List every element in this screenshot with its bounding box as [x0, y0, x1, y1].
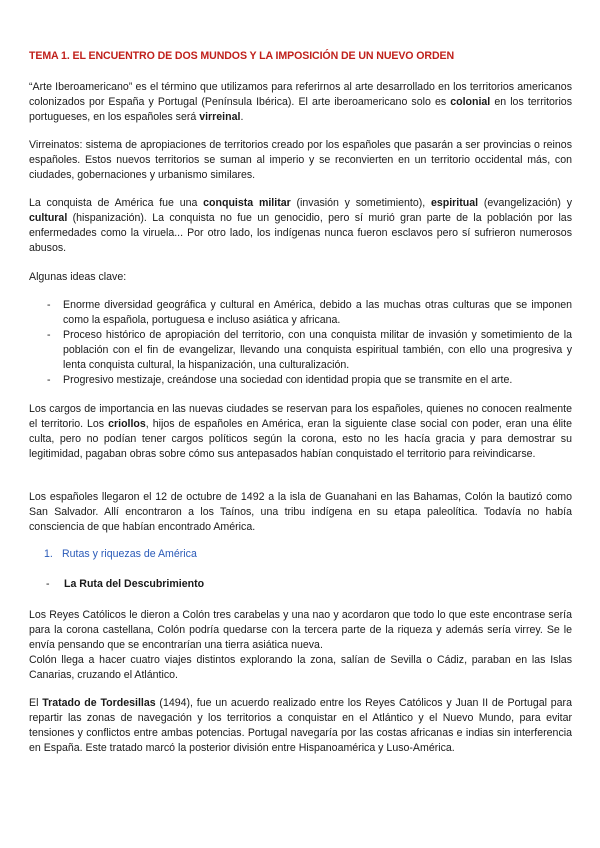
page-title: TEMA 1. EL ENCUENTRO DE DOS MUNDOS Y LA IMPOSICIÓN DE UN NUEVO ORDEN [29, 50, 455, 62]
bold-term: virreinal [199, 111, 241, 123]
list-item: - Proceso histórico de apropiación del territorio, con una conquista militar de invasión y sometimiento de la población con el fin de evangelizar, llevando una conquista espiritual también, con ello una progresiva y lenta conquista cultural, la hispanización, una culturalización. [47, 329, 572, 371]
key-ideas-list [29, 298, 572, 388]
paragraph-reyes-catolicos: Los Reyes Católicos le dieron a Colón tres carabelas y una nao y acordaron que todo lo que este encontrase sería para la corona castellana, Colón podría quedarse con la tercera parte de la riqueza y además sería virrey. Se le envía pensando que se encontrarían una tierra asiática nueva. [29, 609, 572, 651]
paragraph-viajes-colon: Colón llega a hacer cuatro viajes distintos explorando la zona, salían de Sevilla o Cádiz, paraban en las Islas Canarias, cruzando el Atlántico. [29, 654, 572, 681]
paragraph-intro: “Arte Iberoamericano” es el término que utilizamos para referirnos al arte desarrollado en los territorios americanos colonizados por España y Portugal (Península Ibérica). El arte iberoamericano solo es colonial en los territorios portugueses, en los españoles será virreinal. [29, 81, 572, 123]
list-item: - Progresivo mestizaje, creándose una sociedad con identidad propia que se transmite en el arte. [47, 374, 513, 386]
paragraph-tordesillas: El Tratado de Tordesillas (1494), fue un acuerdo realizado entre los Reyes Católicos y Juan II de Portugal para repartir las zonas de navegación y los territorios a conquistar en el Atlántico y el Nuevo Mundo, para evitar tensiones y conflictos entre ambas potencias. Portugal navegaría por las costas africanas e indias sin interferencia en España. Este tratado marcó la posterior división entre Hispanoamérica y Luso-América. [29, 697, 572, 754]
bold-term: criollos [108, 418, 146, 430]
bold-term: Tratado de Tordesillas [42, 697, 156, 709]
paragraph-criollos: Los cargos de importancia en las nuevas ciudades se reservan para los españoles, quienes no conocen realmente el territorio. Los criollos, hijos de españoles en América, eran la siguiente clase social con poder, eran una élite culta, pero no podían tener cargos políticos según la corona, esto no les hacía gracia y para demostrar su legitimidad, pagaban obras sobre cómo sus antepasados habían conquistado el territorio para reivindicarse. [29, 403, 572, 460]
list-dash: - [47, 329, 51, 341]
paragraph-llegada: Los españoles llegaron el 12 de octubre de 1492 a la isla de Guanahani en las Bahamas, Colón la bautizó como San Salvador. Allí encontraron a los Taínos, una tribu indígena en su etapa paleolítica. Todavía no había consciencia de que habían encontrado América. [29, 491, 572, 533]
subsection-heading: - La Ruta del Descubrimiento [46, 578, 205, 590]
bold-term: colonial [450, 96, 491, 108]
paragraph-conquista: La conquista de América fue una conquista militar (invasión y sometimiento), espiritual (evangelización) y cultural (hispanización). La conquista no fue un genocidio, pero sí murió gran parte de la población por las enfermedades como la viruela... Por otro lado, los indígenas nunca fueron esclavos pero sí sufrieron numerosos abusos. [29, 197, 573, 254]
bold-term: conquista militar [203, 197, 291, 209]
section-heading: 1. Rutas y riquezas de América [44, 548, 197, 560]
list-dash: - [47, 299, 51, 311]
paragraph-virreinatos: Virreinatos: sistema de apropiaciones de territorios creado por los españoles que pasarán a ser provincias o reinos españoles. Estos nuevos territorios se suman al imperio y se reconvierten en un territorio occidental más, con ciudades, gobernaciones y urbanismo similares. [29, 139, 572, 181]
bold-term: espiritual [430, 197, 479, 209]
list-item: - Enorme diversidad geográfica y cultural en América, debido a las muchas otras culturas que se imponen como la española, portuguesa e incluso asiática y africana. [47, 299, 572, 326]
paragraph-ideas-clave: Algunas ideas clave: [29, 271, 127, 283]
list-dash: - [47, 374, 51, 386]
bold-term: cultural [29, 212, 68, 224]
